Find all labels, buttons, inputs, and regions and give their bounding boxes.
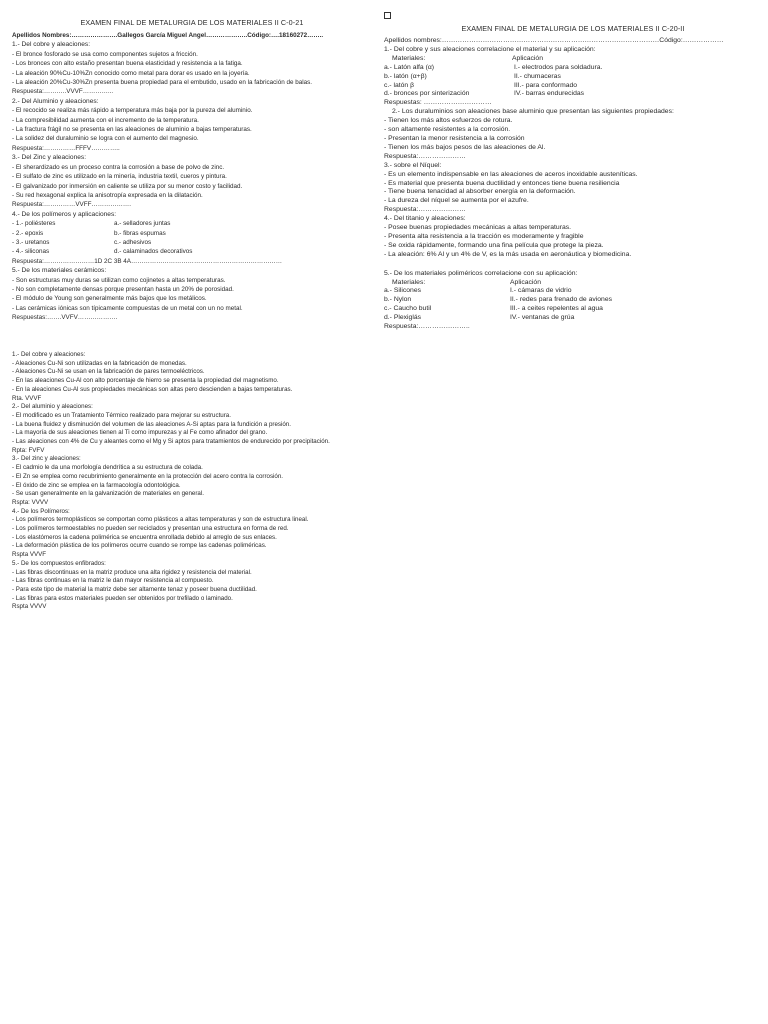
statement-line: - son altamente resistentes a la corrosión.: [384, 126, 511, 134]
match-row: [12, 229, 372, 238]
text-line: - Las fibras discontinuas en la matriz produce una alta rigidez y resistencia del material.: [12, 568, 252, 576]
match-left: a.- Latón alfa (α): [384, 63, 435, 71]
left-section-1: [12, 40, 372, 96]
match-right: c.- adhesivos: [114, 238, 152, 246]
match-row: [12, 219, 372, 228]
text-line: - El cadmio le da una morfología dendrítica a su estructura de colada.: [12, 464, 203, 472]
text-line: - Los polímeros termoestables no pueden ser reciclados y presentan una estructura en forma de red.: [12, 525, 289, 533]
section-heading: 1.- Del cobre y sus aleaciones correlacione el material y su aplicación:: [384, 45, 596, 53]
match-right: b.- fibras espumas: [114, 229, 166, 237]
section-heading: 4.- Del titanio y aleaciones:: [384, 215, 466, 223]
statement-line: - La aleación 90%Cu-10%Zn conocido como metal para dorar es usado en la joyería.: [12, 69, 250, 77]
answer-line: Respuesta:……………………1D 2C 3B 4A………………………………………………………………: [12, 257, 283, 265]
match-right: II.- redes para frenado de aviones: [510, 296, 613, 304]
answer-line: Respuesta:………..VVVF…………...: [12, 88, 114, 96]
statement-line: - El galvanizado por inmersión en caliente se utiliza por su menor costo y facilidad.: [12, 182, 243, 190]
match-row: [384, 296, 762, 305]
section-heading: 5.- De los materiales cerámicos:: [12, 267, 107, 275]
statement-line: - Son estructuras muy duras se utilizan como cojinetes a altas temperaturas.: [12, 276, 226, 284]
text-line: 4.- De los Polímeros:: [12, 507, 70, 515]
left-exam-document: [12, 18, 372, 323]
match-left: - 2.- epoxis: [12, 229, 44, 237]
match-left: - 4.- siliconas: [12, 248, 50, 256]
column-headers: [384, 55, 762, 64]
match-right: III.- para conformado: [514, 81, 578, 89]
match-row: [384, 64, 762, 73]
text-line: - Aleaciones Cu-Ni se usan en la fabricación de pares termoeléctricos.: [12, 368, 205, 376]
answer-line: Respuesta:…………………..: [384, 323, 470, 331]
text-line: - Las fibras continuas en la matriz le dan mayor resistencia al compuesto.: [12, 577, 214, 585]
match-row: [384, 82, 762, 91]
match-left: d.- bronces por sinterización: [384, 90, 470, 98]
statement-line: - Las cerámicas iónicas son típicamente compuestas de un metal con un no metal.: [12, 304, 243, 312]
match-right: I.- electrodos para soldadura.: [514, 63, 603, 71]
right-exam-document: [384, 16, 762, 332]
statement-line: - El sherardizado es un proceso contra la corrosión a base de polvo de zinc.: [12, 163, 225, 171]
answer-line: Rspta VVVV: [12, 603, 47, 611]
answer-line: Respuesta:…………………: [384, 206, 466, 214]
text-line: - El modificado es un Tratamiento Térmico realizado para mejorar su estructura.: [12, 411, 231, 419]
answer-line: Respuesta:……………FFFV…………..: [12, 144, 120, 152]
match-right: IV.- ventanas de grúa: [510, 314, 575, 322]
text-line: 5.- De los compuestos enfibrados:: [12, 559, 106, 567]
text-line: - El óxido de zinc se emplea en la farmacología odontológica.: [12, 481, 181, 489]
text-line: 1.- Del cobre y aleaciones:: [12, 351, 86, 358]
answer-line: Respuesta:…………………: [384, 152, 466, 160]
match-right: a.- selladores juntas: [114, 220, 171, 228]
column-header-materials: Materiales:: [392, 278, 426, 286]
text-line: - Las fibras para estos materiales pueden ser obtenidos por trefilado o laminado.: [12, 594, 233, 602]
left-section-5: [12, 266, 372, 322]
statement-line: - El módulo de Young son generalmente más bajos que los metálicos.: [12, 295, 207, 303]
answer-line: Rpta: FVFV: [12, 446, 45, 454]
right-name-line: Apellidos nombres:……………………………………………………………………………………Código:………………: [384, 37, 724, 44]
section-heading: 1.- Del cobre y aleaciones:: [12, 41, 91, 49]
statement-line: - Es un elemento indispensable en las aleaciones de aceros inoxidable austeníticas.: [384, 170, 638, 178]
section-heading: 5.- De los materiales poliméricos correlacione con su aplicación:: [384, 269, 578, 277]
statement-line: - Se oxida rápidamente, formando una fina película que protege la pieza.: [384, 241, 604, 249]
text-line: - En las aleaciones Cu-Al con alto porcentaje de hierro se presenta la propiedad del magnetismo.: [12, 377, 279, 385]
left-section-3: [12, 153, 372, 209]
match-right: I.- cámaras de vidrio: [510, 287, 572, 295]
statement-line: - Tienen los más bajos pesos de las aleaciones de Al.: [384, 143, 546, 151]
match-left: a.- Silicones: [384, 287, 422, 295]
match-left: - 1.- poliésteres: [12, 220, 56, 228]
left-exam-title: EXAMEN FINAL DE METALURGIA DE LOS MATERIALES II C-0-21: [80, 18, 304, 27]
text-line: - Los elastómeros la cadena polimérica se encuentra enrollada debido al arreglo de sus enlaces.: [12, 533, 277, 541]
match-row: [384, 90, 762, 99]
section-heading: 2.- Los duraluminios son aleaciones base aluminio que presentan las siguientes propiedades:: [392, 108, 674, 116]
column-header-application: Aplicación: [512, 54, 543, 62]
section-heading: 2.- Del Aluminio y aleaciones:: [12, 97, 99, 105]
statement-line: - La fractura frágil no se presenta en las aleaciones de aluminio a bajas temperaturas.: [12, 126, 252, 134]
match-row: [12, 247, 372, 256]
statement-line: - Tiene buena tenacidad al absorber energía en la deformación.: [384, 188, 576, 196]
section-heading: 3.- sobre el Níquel:: [384, 161, 442, 169]
right-exam-title: EXAMEN FINAL DE METALURGIA DE LOS MATERIALES II C-20-II: [461, 24, 685, 33]
text-line: - Para este tipo de material la matriz debe ser altamente tenaz y poseer buena ductilidad.: [12, 585, 257, 593]
statement-line: - Es material que presenta buena ductilidad y entonces tiene buena resiliencia: [384, 179, 620, 187]
statement-line: - Su red hexagonal explica la anisotropía expresada en la dilatación.: [12, 191, 203, 199]
statement-line: - La aleación: 6% Al y un 4% de V, es la más usada en aeronáutica y biomedicina.: [384, 250, 632, 258]
text-line: - Las aleaciones con 4% de Cu y aleantes como el Mg y Si aptos para tratamientos de endurecido por precipitación.: [12, 438, 330, 446]
statement-line: - El recocido se realiza más rápido a temperatura más baja por la pureza del aluminio.: [12, 107, 253, 115]
text-line: - Se usan generalmente en la galvanización de materiales en general.: [12, 490, 204, 498]
match-row: [12, 238, 372, 247]
statement-line: - Los bronces con alto estaño presentan buena elasticidad y resistencia a la fatiga.: [12, 60, 243, 68]
statement-line: - Presenta alta resistencia a la tracción es moderamente y fragible: [384, 232, 584, 240]
statement-line: - Tienen los más altos esfuerzos de rotura.: [384, 117, 513, 125]
column-header-materials: Materiales:: [392, 54, 426, 62]
match-left: b.- Nylon: [384, 296, 412, 304]
text-line: - En la aleaciones Cu-Al sus propiedades mecánicas son altas pero descienden a bajas temperaturas.: [12, 385, 293, 393]
answer-line: Respuesta:……………VVFF……………….: [12, 201, 131, 209]
column-header-application: Aplicación: [510, 278, 541, 286]
match-row: [384, 287, 762, 296]
match-right: III.- a ceites repelentes al agua: [510, 305, 603, 313]
text-line: - La mayoría de sus aleaciones tienen al Ti como impurezas y al Fe como afinador del grano.: [12, 429, 268, 437]
statement-line: - La dureza del níquel se aumenta por el azufre.: [384, 197, 529, 205]
match-left: c.- Caucho butil: [384, 305, 432, 313]
text-line: - El Zn se emplea como recubrimiento generalmente en la protección del acero contra la corrosión.: [12, 472, 284, 480]
text-line: - Aleaciones Cu-Ni son utilizadas en la fabricación de monedas.: [12, 359, 187, 367]
answer-line: Respuestas:…….VVFV……………….: [12, 314, 118, 322]
answer-line: Respuestas: …………………………: [384, 99, 492, 107]
section-heading: 3.- Del Zinc y aleaciones:: [12, 154, 87, 162]
answer-line: Rta. VVVF: [12, 394, 42, 402]
answer-line: Rspta: VVVV: [12, 498, 49, 506]
section-heading: 4.- De los polímeros y aplicaciones:: [12, 210, 117, 218]
text-line: 3.- Del zinc y aleaciones:: [12, 455, 81, 463]
match-right: IV.- barras endurecidas: [514, 90, 585, 98]
text-line: - La deformación plástica de los polímeros ocurre cuando se rompe las cadenas poliméricas.: [12, 542, 267, 550]
statement-line: - Presentan la menor resistencia a la corrosión: [384, 134, 525, 142]
match-left: d.- Plexiglás: [384, 314, 422, 322]
match-row: [384, 73, 762, 82]
answer-line: Rspta VVVF: [12, 551, 47, 559]
match-left: c.- latón β: [384, 81, 414, 89]
text-line: - Los polímeros termoplásticos se comportan como plásticos a altas temperaturas y son de estructura lineal.: [12, 516, 309, 524]
statement-line: - La compresibilidad aumenta con el incremento de la temperatura.: [12, 116, 199, 124]
match-right: d.- calaminados decorativos: [114, 248, 193, 256]
left-section-2: [12, 97, 372, 153]
statement-line: - La aleación 20%Cu-30%Zn presenta buena propiedad para el embutido, usado en la fabricación de balas.: [12, 79, 313, 87]
left-section-4: [12, 210, 372, 266]
left-name-line: Apellidos Nombres:………………….Gallegos García Miguel Angel………………..Código:….18160272……..: [12, 32, 324, 39]
text-line: 2.- Del aluminio y aleaciones:: [12, 403, 93, 411]
statement-line: - El bronce fosforado se usa como componentes sujetos a fricción.: [12, 50, 198, 58]
statement-line: - El sulfato de zinc es utilizado en la minería, industria textil, cueros y pintura.: [12, 173, 227, 181]
bottom-exam-document: [12, 351, 372, 612]
match-row: [384, 314, 762, 323]
statement-line: - Posee buenas propiedades mecánicas a altas temperaturas.: [384, 224, 572, 232]
statement-line: - La solidez del duraluminio se logra con el aumento del magnesio.: [12, 135, 199, 143]
statement-line: - No son completamente densas porque presentan hasta un 20% de porosidad.: [12, 285, 234, 293]
text-line: - La buena fluidez y disminución del volumen de las aleaciones A-Si aptas para la fundición a presión.: [12, 420, 291, 428]
match-left: b.- latón (α+β): [384, 72, 427, 80]
column-headers: [384, 279, 762, 288]
match-left: - 3.- uretanos: [12, 238, 50, 246]
match-right: II.- chumaceras: [514, 72, 561, 80]
match-row: [384, 305, 762, 314]
